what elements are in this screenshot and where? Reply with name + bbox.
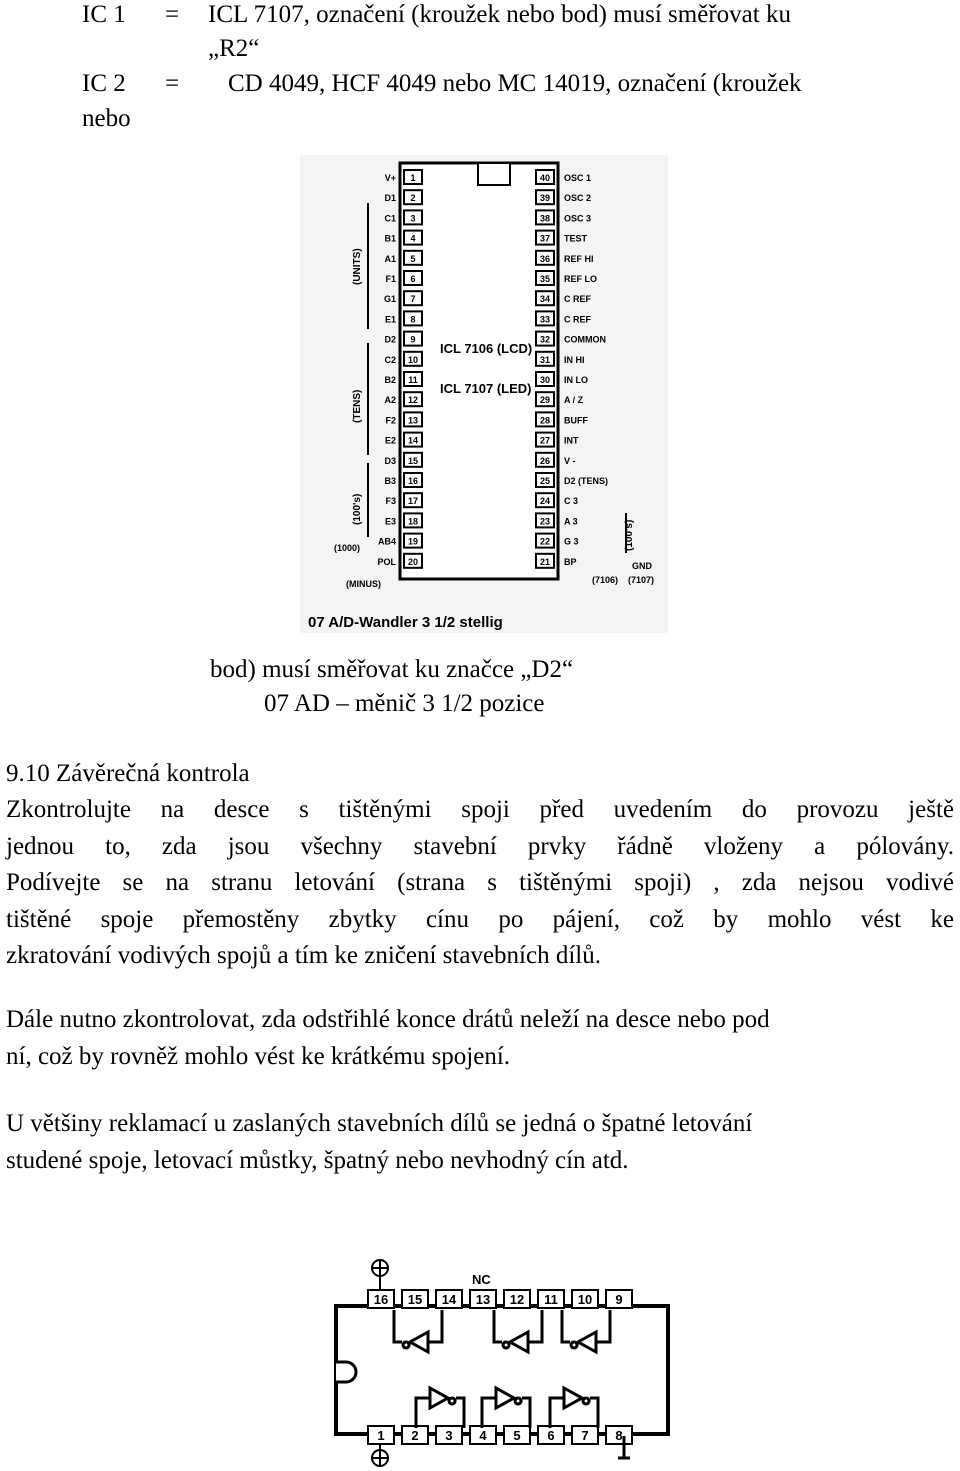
figure-caption: 07 A/D-Wandler 3 1/2 stellig <box>308 614 503 631</box>
figure-note-line1: bod) musí směřovat ku značce „D2“ <box>210 656 574 683</box>
pin-number-bottom: 5 <box>513 1428 521 1443</box>
pin-number-right: 30 <box>539 375 551 385</box>
pin-label-left: E1 <box>384 314 396 325</box>
ic1-description: ICL 7107, označení (kroužek nebo bod) musí směřovat ku <box>208 1 791 28</box>
pin-number-right: 38 <box>539 213 551 224</box>
pin-label-right: IN LO <box>564 375 588 385</box>
ic2-description: CD 4049, HCF 4049 nebo MC 14019, označení (kroužek <box>228 70 802 97</box>
pin-label-left: V+ <box>384 173 396 183</box>
pin-number-top: 12 <box>509 1292 525 1307</box>
paragraph-1-line: Zkontrolujte na desce s tištěnými spoji před uvedením do provozu ještě <box>6 796 954 823</box>
section-heading: 9.10 Závěrečná kontrola <box>6 760 250 787</box>
pin-label-right: REF HI <box>564 253 594 264</box>
paragraph-1-line: jednou to, zda jsou všechny stavební prvky řádně vloženy a pólovány. <box>6 832 954 860</box>
pin-label-right: V - <box>564 455 576 466</box>
pin-number-right: 27 <box>539 435 551 446</box>
paragraph-2-line: Dále nutno zkontrolovat, zda odstřihlé konce drátů neleží na desce nebo pod <box>6 1006 770 1033</box>
figure-note-line2: 07 AD – měnič 3 1/2 pozice <box>264 690 545 717</box>
pin-number-top: 16 <box>373 1292 389 1307</box>
pin-number-left: 12 <box>407 395 419 406</box>
pin-number-left: 8 <box>410 314 416 325</box>
icl7107-pinout-diagram <box>300 155 668 633</box>
pin-number-bottom: 3 <box>445 1428 453 1443</box>
pin-number-right: 35 <box>539 274 551 284</box>
pin-number-right: 26 <box>539 455 551 466</box>
paragraph-2-line: ní, což by rovněž mohlo vést ke krátkému spojení. <box>6 1042 511 1070</box>
pin-label-left: D3 <box>384 455 396 466</box>
pin-label-left: F3 <box>385 496 396 507</box>
bp-note: (7106) <box>592 575 619 585</box>
ic1-label: IC 1 <box>82 1 126 28</box>
pin-number-left: 18 <box>407 516 419 527</box>
paragraph-1 <box>6 792 954 975</box>
pin-number-bottom: 2 <box>411 1428 419 1443</box>
pin-label-right: INT <box>564 435 579 446</box>
chip-label-lcd: ICL 7106 (LCD) <box>440 341 533 356</box>
pin-number-left: 6 <box>410 274 416 284</box>
pin-number-left: 2 <box>410 193 416 204</box>
pin-label-right: D2 (TENS) <box>564 476 609 486</box>
pin-number-left: 4 <box>410 233 416 244</box>
pin-number-right: 36 <box>539 253 551 264</box>
pin-label-left: C1 <box>384 213 396 224</box>
pin-number-left: 11 <box>408 375 418 385</box>
gnd-label: GND <box>632 561 652 571</box>
pin-label-left: F2 <box>385 415 396 426</box>
pin-number-left: 14 <box>407 435 419 446</box>
pin-number-right: 37 <box>539 233 551 244</box>
pin-label-right: C REF <box>564 314 591 325</box>
pin-number-left: 3 <box>410 213 416 224</box>
pin-label-right: G 3 <box>564 536 579 547</box>
minus-label: (MINUS) <box>346 579 381 589</box>
pin-number-right: 25 <box>539 476 551 486</box>
pin-label-left: D1 <box>384 193 396 204</box>
pin-number-left: 10 <box>407 354 419 365</box>
paragraph-1-line: zkratování vodivých spojů a tím ke zničení stavebních dílů. <box>6 942 601 969</box>
pin-number-bottom: 4 <box>479 1428 487 1443</box>
hex-inverter-diagram <box>332 1258 674 1468</box>
group-tens-label: (TENS) <box>352 389 363 423</box>
ic1-equals: = <box>165 1 180 28</box>
pin-number-top: 15 <box>407 1292 423 1307</box>
pin-label-left: B1 <box>384 233 396 244</box>
pin-number-right: 33 <box>539 314 551 325</box>
pin-number-top: 11 <box>544 1292 558 1307</box>
paragraph-2 <box>6 1002 954 1075</box>
pin-number-right: 21 <box>539 556 551 567</box>
pin-number-right: 23 <box>539 516 551 527</box>
pin-label-left: POL <box>377 556 396 567</box>
ic2-description-cont: nebo <box>82 105 131 132</box>
pin-label-right: A 3 <box>564 516 578 527</box>
pin-number-left: 1 <box>410 173 416 183</box>
chip-notch <box>478 163 510 185</box>
pin-label-left: F1 <box>385 274 396 284</box>
pin-number-right: 24 <box>539 496 551 507</box>
pin-label-right: C REF <box>564 294 591 305</box>
pin-number-top: 13 <box>475 1292 491 1307</box>
pin-label-left: G1 <box>383 294 396 305</box>
chip-label-led: ICL 7107 (LED) <box>440 381 532 396</box>
pin-label-right: C 3 <box>564 496 579 507</box>
paragraph-1-line: tištěné spoje přemostěny zbytky cínu po pájení, což by mohlo vést ke <box>6 905 954 933</box>
pin-label-left: E2 <box>384 435 396 446</box>
pin-number-right: 34 <box>539 294 551 305</box>
group-hundreds-label: (100's) <box>352 493 363 525</box>
pin-number-top: 10 <box>577 1292 593 1307</box>
pin-label-right: BP <box>564 556 577 567</box>
pin-number-right: 28 <box>539 415 551 426</box>
pin-label-left: C2 <box>384 354 396 365</box>
pin-number-left: 7 <box>410 294 416 305</box>
pin-label-right: REF LO <box>564 274 597 284</box>
ic2-equals: = <box>165 70 180 97</box>
pin-number-left: 15 <box>407 455 419 466</box>
pin-number-bottom: 8 <box>615 1428 623 1443</box>
pin-label-left: A2 <box>384 395 396 406</box>
pin-number-bottom: 1 <box>377 1428 385 1443</box>
pin-label-right: A / Z <box>564 395 584 406</box>
pin-number-left: 9 <box>410 334 416 345</box>
pin-label-left: D2 <box>384 334 396 345</box>
pin-number-right: 22 <box>539 536 551 547</box>
pin-number-left: 13 <box>407 415 419 426</box>
pin-number-right: 32 <box>539 334 551 345</box>
pin-number-left: 5 <box>410 253 416 264</box>
pin-number-left: 20 <box>407 556 419 567</box>
pin-number-left: 16 <box>407 476 419 486</box>
group-units-label: (UNITS) <box>352 248 363 285</box>
pin-number-bottom: 6 <box>547 1428 555 1443</box>
pin-label-right: BUFF <box>564 415 588 426</box>
pin-number-bottom: 7 <box>581 1428 589 1443</box>
gnd-note: (7107) <box>628 575 655 585</box>
paragraph-3-line: U většiny reklamací u zaslaných stavebních dílů se jedná o špatné letování <box>6 1110 753 1137</box>
pin-label-left: E3 <box>384 516 396 527</box>
pin-label-right: TEST <box>564 233 588 244</box>
pin-label-right: COMMON <box>564 334 606 345</box>
pin-label-right: IN HI <box>564 354 585 365</box>
pin-number-left: 19 <box>407 536 419 547</box>
pin-label-right: OSC 1 <box>564 173 592 183</box>
pin-label-right: OSC 2 <box>564 193 592 204</box>
pin-number-top: 14 <box>441 1292 457 1307</box>
chip-notch <box>336 1362 356 1382</box>
right-hundreds-label: (100's) <box>624 519 635 551</box>
pin-label-left: B3 <box>384 476 396 486</box>
pin-number-right: 40 <box>539 173 551 183</box>
pin-label-left: AB4 <box>377 536 396 547</box>
thousands-label: (1000) <box>334 543 361 553</box>
paragraph-1-line: Podívejte se na stranu letování (strana s tištěnými spoji) , zda nejsou vodivé <box>6 869 954 896</box>
pin-number-right: 29 <box>539 395 551 406</box>
chip-body <box>400 163 558 579</box>
chip-body <box>336 1306 668 1434</box>
pin-number-right: 31 <box>539 354 551 365</box>
pin-label-left: B2 <box>384 375 396 385</box>
ic2-label: IC 2 <box>82 70 126 97</box>
ic1-description-cont: „R2“ <box>208 35 260 62</box>
pin-number-left: 17 <box>407 496 419 507</box>
nc-label: NC <box>472 1272 491 1287</box>
paragraph-3 <box>6 1106 954 1179</box>
pin-number-right: 39 <box>539 193 551 204</box>
paragraph-3-line: studené spoje, letovací můstky, špatný nebo nevhodný cín atd. <box>6 1146 629 1174</box>
pin-label-right: OSC 3 <box>564 213 592 224</box>
pin-number-top: 9 <box>615 1292 623 1307</box>
pin-label-left: A1 <box>384 253 396 264</box>
